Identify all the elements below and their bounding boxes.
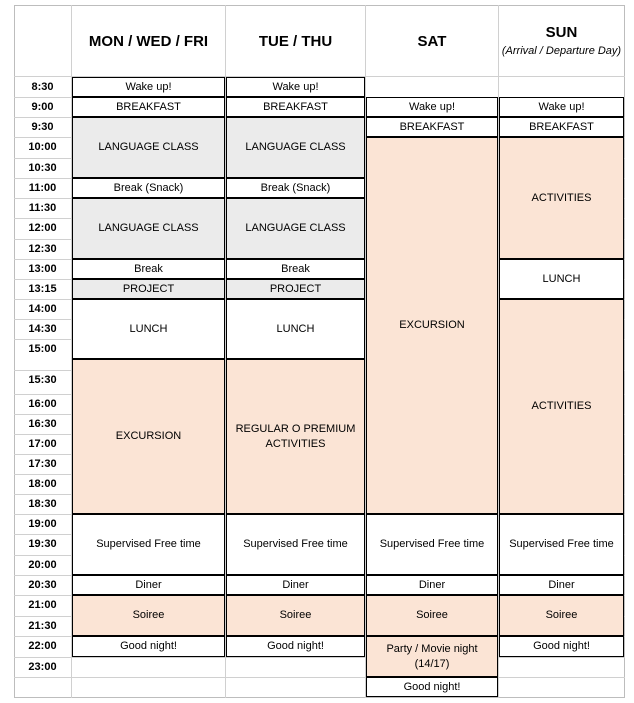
tt-lunch: LUNCH: [226, 299, 365, 359]
time-label: 12:00: [28, 222, 57, 234]
header-title: SAT: [417, 32, 447, 50]
time-label: 20:30: [28, 579, 57, 591]
time-label: 19:00: [28, 518, 57, 530]
sun-wake-up: Wake up!: [499, 97, 624, 117]
tt-break-snack: Break (Snack): [226, 178, 365, 198]
header-subtitle: (Arrival / Departure Day): [501, 45, 622, 57]
mwf-excursion: EXCURSION: [72, 359, 225, 514]
time-label: 11:30: [28, 202, 57, 214]
time-label: 20:00: [28, 559, 57, 571]
header-sun: [499, 6, 624, 76]
header-tue-thu: [226, 6, 365, 76]
time-label: 15:30: [28, 374, 57, 386]
mwf-soiree: Soiree: [72, 595, 225, 636]
time-label: 18:00: [28, 478, 57, 490]
time-label: 15:00: [28, 343, 57, 355]
header-title: TUE / THU: [258, 32, 333, 50]
time-label: 12:30: [28, 243, 57, 255]
time-label: 9:30: [31, 121, 54, 133]
time-label: 10:00: [28, 141, 57, 153]
tt-wake-up: Wake up!: [226, 77, 365, 97]
sat-supervised-free-time: Supervised Free time: [366, 514, 498, 575]
sat-soiree: Soiree: [366, 595, 498, 636]
sat-excursion: EXCURSION: [366, 137, 498, 514]
mwf-break-snack: Break (Snack): [72, 178, 225, 198]
mwf-language-class-2: LANGUAGE CLASS: [72, 198, 225, 259]
tt-project: PROJECT: [226, 279, 365, 299]
time-label: 14:30: [28, 323, 57, 335]
mwf-lunch: LUNCH: [72, 299, 225, 359]
sun-soiree: Soiree: [499, 595, 624, 636]
mwf-supervised-free-time: Supervised Free time: [72, 514, 225, 575]
time-label: 16:30: [28, 418, 57, 430]
tt-good-night: Good night!: [226, 636, 365, 657]
time-label: 8:30: [31, 81, 54, 93]
sun-diner: Diner: [499, 575, 624, 595]
tt-soiree: Soiree: [226, 595, 365, 636]
time-label: 11:00: [28, 182, 57, 194]
time-label: 10:30: [28, 162, 57, 174]
time-label: 13:15: [28, 283, 57, 295]
mwf-break: Break: [72, 259, 225, 279]
time-label: 19:30: [28, 538, 57, 550]
time-label: 21:00: [28, 599, 57, 611]
tt-supervised-free-time: Supervised Free time: [226, 514, 365, 575]
header-title: MON / WED / FRI: [88, 32, 209, 50]
sat-diner: Diner: [366, 575, 498, 595]
header-title: SUN: [545, 24, 578, 41]
sat-breakfast: BREAKFAST: [366, 117, 498, 137]
tt-language-class-1: LANGUAGE CLASS: [226, 117, 365, 178]
time-label: 16:00: [28, 398, 57, 410]
header-mon-wed-fri: [72, 6, 225, 76]
sun-lunch: LUNCH: [499, 259, 624, 299]
mwf-project: PROJECT: [72, 279, 225, 299]
grid-line: [14, 657, 625, 658]
time-label: 21:30: [28, 620, 57, 632]
time-label: 17:00: [28, 438, 57, 450]
mwf-diner: Diner: [72, 575, 225, 595]
time-label: 23:00: [28, 661, 57, 673]
mwf-good-night: Good night!: [72, 636, 225, 657]
time-label: 17:30: [28, 458, 57, 470]
time-label: 13:00: [28, 263, 57, 275]
time-label: 18:30: [28, 498, 57, 510]
time-label: 14:00: [28, 303, 57, 315]
time-label: 22:00: [28, 640, 57, 652]
sat-wake-up: Wake up!: [366, 97, 498, 117]
tt-diner: Diner: [226, 575, 365, 595]
tt-activities: REGULAR O PREMIUM ACTIVITIES: [226, 359, 365, 514]
mwf-language-class-1: LANGUAGE CLASS: [72, 117, 225, 178]
sat-good-night: Good night!: [366, 677, 498, 697]
header-sat: [366, 6, 498, 76]
time-label: 9:00: [31, 101, 54, 113]
sun-breakfast: BREAKFAST: [499, 117, 624, 137]
grid-line: [14, 677, 625, 678]
tt-language-class-2: LANGUAGE CLASS: [226, 198, 365, 259]
sun-activities-1: ACTIVITIES: [499, 137, 624, 259]
sun-supervised-free-time: Supervised Free time: [499, 514, 624, 575]
sun-activities-2: ACTIVITIES: [499, 299, 624, 514]
mwf-wake-up: Wake up!: [72, 77, 225, 97]
mwf-breakfast: BREAKFAST: [72, 97, 225, 117]
tt-break: Break: [226, 259, 365, 279]
sun-good-night: Good night!: [499, 636, 624, 657]
sat-party-movie-night: Party / Movie night (14/17): [366, 636, 498, 677]
tt-breakfast: BREAKFAST: [226, 97, 365, 117]
